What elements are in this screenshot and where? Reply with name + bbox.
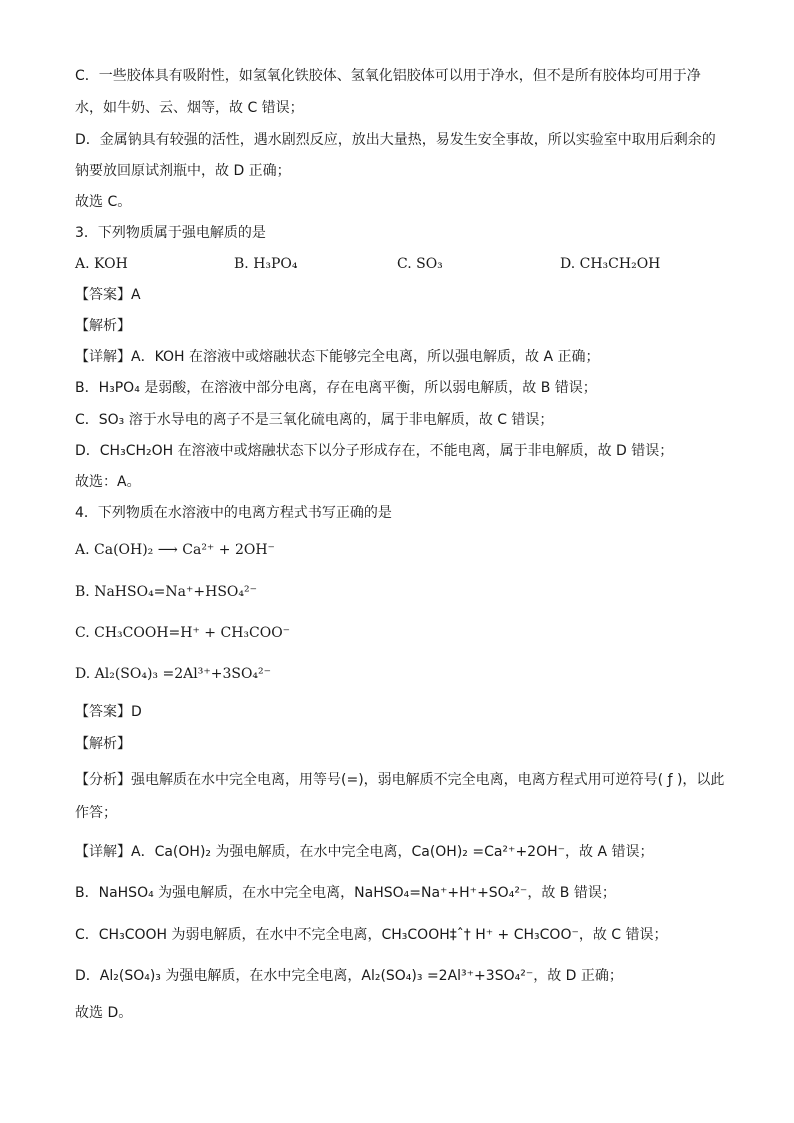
text-line-d2: 钠要放回原试剂瓶中，故 D 正确； bbox=[75, 163, 291, 179]
q4-option-c: C. CH₃COOH=H⁺ + CH₃COO⁻ bbox=[75, 625, 291, 641]
q4-stem: 4．下列物质在水溶液中的电离方程式书写正确的是 bbox=[75, 505, 392, 521]
q4-option-b: B. NaHSO₄=Na⁺+HSO₄²⁻ bbox=[75, 584, 258, 600]
text-line-d1: D．金属钠具有较强的活性，遇水剧烈反应，放出大量热，易发生安全事故，所以实验室中取用后剩余的 bbox=[75, 132, 716, 148]
q3-answer: 【答案】A bbox=[75, 287, 141, 303]
q3-analysis: 【解析】 bbox=[75, 318, 131, 334]
q3-detail-b: B．H₃PO₄ 是弱酸，在溶液中部分电离，存在电离平衡，所以弱电解质，故 B 错误； bbox=[75, 380, 597, 396]
q3-option-d: D. CH₃CH₂OH bbox=[560, 256, 661, 272]
q3-stem: 3．下列物质属于强电解质的是 bbox=[75, 225, 266, 241]
q4-detail-d: D．Al₂(SO₄)₃ 为强电解质，在水中完全电离，Al₂(SO₄)₃ =2Al³⁺+3SO₄²⁻，故 D 正确； bbox=[75, 968, 623, 984]
q4-detail-b: B．NaHSO₄ 为强电解质，在水中完全电离，NaHSO₄=Na⁺+H⁺+SO₄²⁻，故 B 错误； bbox=[75, 885, 616, 901]
q3-option-b: B. H₃PO₄ bbox=[234, 256, 298, 272]
q4-select: 故选 D。 bbox=[75, 1005, 133, 1021]
text-line-c1: C．一些胶体具有吸附性，如氢氧化铁胶体、氢氧化铝胶体可以用于净水，但不是所有胶体均可用于净 bbox=[75, 68, 701, 84]
q4-analysis: 【解析】 bbox=[75, 736, 131, 752]
q3-option-c: C. SO₃ bbox=[397, 256, 443, 272]
q4-fenxi-2: 作答； bbox=[75, 805, 117, 821]
q3-detail-c: C．SO₃ 溶于水导电的离子不是三氧化硫电离的，属于非电解质，故 C 错误； bbox=[75, 412, 554, 428]
q4-option-d: D. Al₂(SO₄)₃ =2Al³⁺+3SO₄²⁻ bbox=[75, 666, 272, 682]
q4-answer: 【答案】D bbox=[75, 704, 142, 720]
q4-detail-c: C．CH₃COOH 为弱电解质，在水中不完全电离，CH₃COOH‡ˆ† H⁺ + CH₃COO⁻，故 C 错误； bbox=[75, 927, 668, 943]
q3-detail-a: 【详解】A．KOH 在溶液中或熔融状态下能够完全电离，所以强电解质，故 A 正确； bbox=[75, 349, 600, 365]
q4-option-a: A. Ca(OH)₂ ⟶ Ca²⁺ + 2OH⁻ bbox=[75, 542, 275, 558]
q4-detail-a: 【详解】A．Ca(OH)₂ 为强电解质，在水中完全电离，Ca(OH)₂ =Ca²⁺+2OH⁻，故 A 错误； bbox=[75, 844, 654, 860]
select-c: 故选 C。 bbox=[75, 194, 132, 210]
text-line-c2: 水，如牛奶、云、烟等，故 C 错误； bbox=[75, 100, 304, 116]
q3-option-a: A. KOH bbox=[75, 256, 128, 272]
q4-fenxi-1: 【分析】强电解质在水中完全电离，用等号(=)，弱电解质不完全电离，电离方程式用可逆符号( ƒ )，以此 bbox=[75, 772, 725, 788]
q3-detail-d: D．CH₃CH₂OH 在溶液中或熔融状态下以分子形成存在，不能电离，属于非电解质，故 D 错误； bbox=[75, 443, 674, 459]
q3-select: 故选：A。 bbox=[75, 474, 141, 490]
